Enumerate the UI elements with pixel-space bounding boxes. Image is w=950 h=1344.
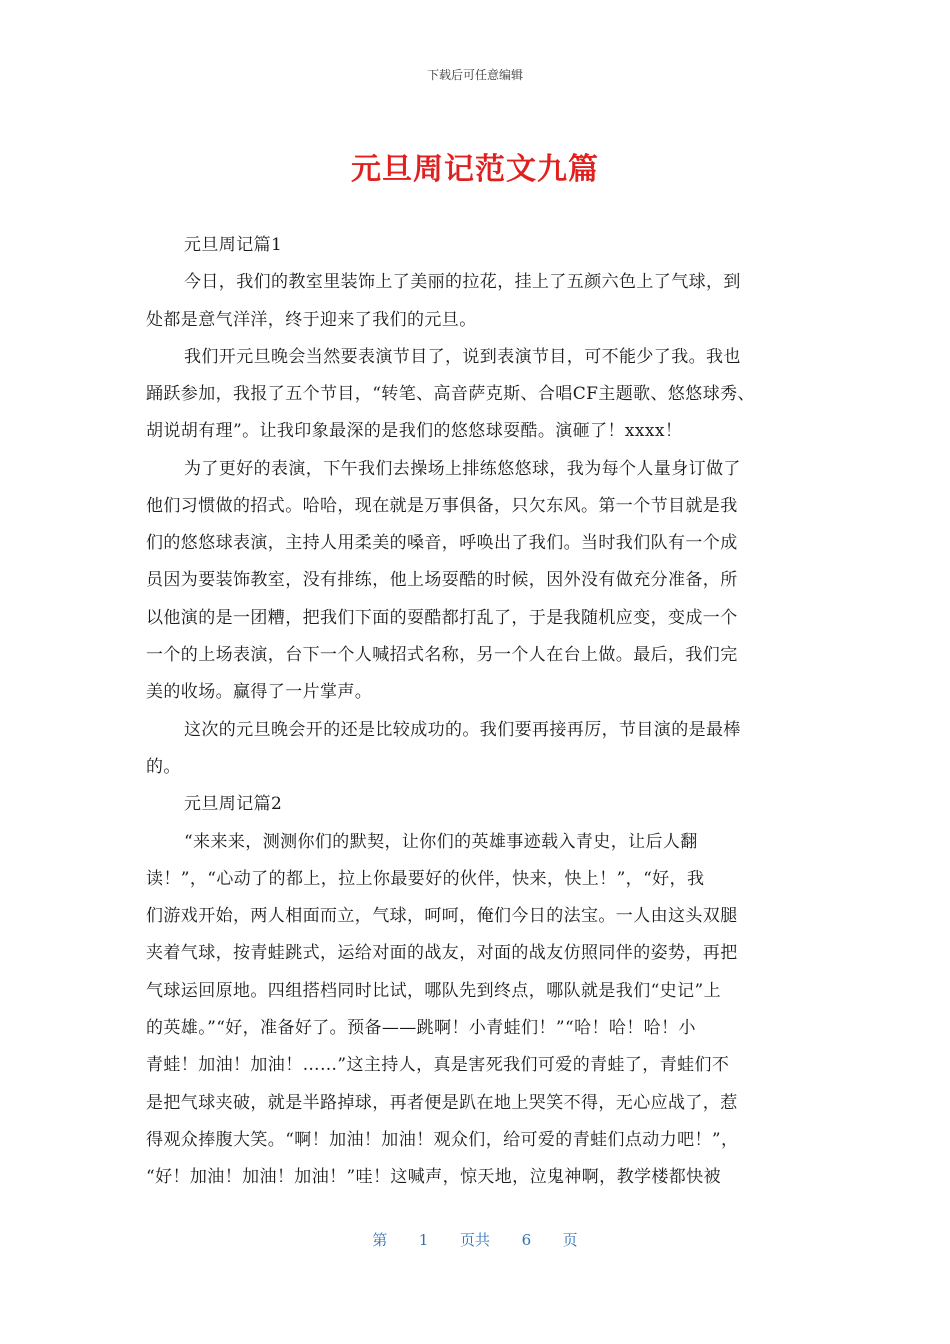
paragraph-line: 得观众捧腹大笑。“啊！加油！加油！观众们，给可爱的青蛙们点动力吧！”， <box>146 1130 739 1150</box>
paragraph-line: 夹着气球，按青蛙跳式，运给对面的战友，对面的战友仿照同伴的姿势，再把 <box>146 943 738 963</box>
footer-prefix: 第 <box>372 1231 388 1249</box>
section-heading-1: 元旦周记篇1 <box>184 235 283 255</box>
header-note: 下载后可任意编辑 <box>426 68 523 82</box>
paragraph-line: 们的悠悠球表演，主持人用柔美的嗓音，呼唤出了我们。当时我们队有一个成 <box>146 533 738 553</box>
paragraph-line: 美的收场。赢得了一片掌声。 <box>146 682 373 702</box>
paragraph-line: 们游戏开始，两人相面而立，气球，呵呵，俺们今日的法宝。一人由这头双腿 <box>146 906 738 926</box>
paragraph-line: 一个的上场表演，台下一个人喊招式名称，另一个人在台上做。最后，我们完 <box>146 645 738 665</box>
paragraph-line: 他们习惯做的招式。哈哈，现在就是万事俱备，只欠东风。第一个节目就是我 <box>146 496 738 516</box>
document-title: 元旦周记范文九篇 <box>351 152 599 187</box>
paragraph-line: “好！加油！加油！加油！”哇！这喊声，惊天地，泣鬼神啊，教学楼都快被 <box>146 1167 721 1187</box>
paragraph-line: 的。 <box>146 757 181 777</box>
total-page-count: 6 <box>521 1231 532 1249</box>
page-footer <box>0 1229 950 1250</box>
paragraph-line: 是把气球夹破，就是半路掉球，再者便是趴在地上哭笑不得，无心应战了，惹 <box>146 1093 738 1113</box>
paragraph-line: 气球运回原地。四组搭档同时比试，哪队先到终点，哪队就是我们“史记”上 <box>146 981 721 1001</box>
paragraph-line: 踊跃参加，我报了五个节目，“转笔、高音萨克斯、合唱CF主题歌、悠悠球秀、 <box>146 384 755 404</box>
paragraph-line: 今日，我们的教室里装饰上了美丽的拉花，挂上了五颜六色上了气球，到 <box>184 272 741 292</box>
paragraph-line: 胡说胡有理”。让我印象最深的是我们的悠悠球耍酷。演砸了！xxxx！ <box>146 421 683 441</box>
paragraph-line: 我们开元旦晚会当然要表演节目了，说到表演节目，可不能少了我。我也 <box>184 347 741 367</box>
footer-suffix: 页 <box>562 1231 578 1249</box>
paragraph-line: 为了更好的表演，下午我们去操场上排练悠悠球，我为每个人量身订做了 <box>184 459 741 479</box>
paragraph-line: 员因为要装饰教室，没有排练，他上场耍酷的时候，因外没有做充分准备，所 <box>146 570 738 590</box>
paragraph-line: 处都是意气洋洋，终于迎来了我们的元旦。 <box>146 310 477 330</box>
paragraph-line: 读！”，“心动了的都上，拉上你最要好的伙伴，快来，快上！”，“好，我 <box>146 869 705 889</box>
paragraph-line: 的英雄。”“好，准备好了。预备——跳啊！小青蛙们！”“哈！哈！哈！小 <box>146 1018 696 1038</box>
section-heading-2: 元旦周记篇2 <box>184 794 283 814</box>
paragraph-line: 以他演的是一团糟，把我们下面的耍酷都打乱了，于是我随机应变，变成一个 <box>146 608 738 628</box>
current-page-number: 1 <box>418 1231 429 1249</box>
paragraph-line: “来来来，测测你们的默契，让你们的英雄事迹载入青史，让后人翻 <box>184 832 698 852</box>
paragraph-line: 青蛙！加油！加油！……”这主持人，真是害死我们可爱的青蛙了，青蛙们不 <box>146 1055 730 1075</box>
paragraph-line: 这次的元旦晚会开的还是比较成功的。我们要再接再厉，节目演的是最棒 <box>184 720 741 740</box>
footer-middle: 页共 <box>459 1231 490 1249</box>
